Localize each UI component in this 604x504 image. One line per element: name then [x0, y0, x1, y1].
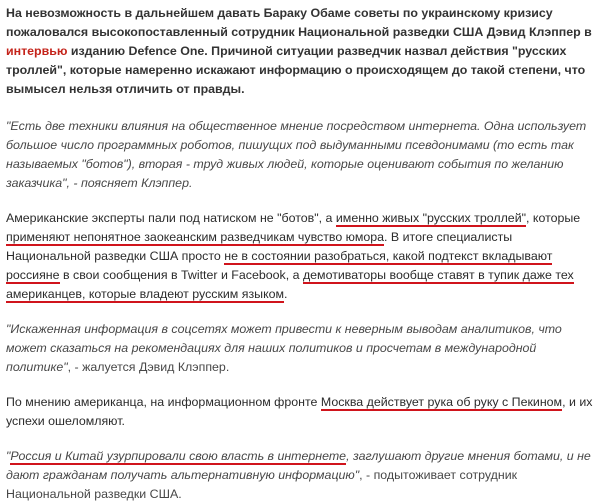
para1-text-2: , которые — [526, 211, 581, 225]
underlined-phrase-6: Россия и Китай узурпировали свою власть в интернете — [10, 449, 347, 463]
quote3-attribution: , - подытоживает сотрудник Национальной разведки США. — [6, 468, 518, 501]
para2-text-1: По мнению американца, на информационном фронте — [6, 395, 321, 409]
para1-text-4: в свои сообщения в Twitter и Facebook, а — [59, 268, 303, 282]
underlined-phrase-4: демотиваторы вообще ставят в тупик даже тех американцев, которые владеют русским языком — [6, 268, 574, 301]
quote2-attribution: , - жалуется Дэвид Клэппер. — [67, 360, 230, 374]
quote-paragraph-1 — [6, 117, 596, 193]
underlined-phrase-2: применяют непонятное заокеанским разведчикам чувство юмора — [6, 230, 385, 244]
para2-text-2: , и их успехи ошеломляют. — [6, 395, 593, 428]
quote3-open: " — [6, 449, 11, 463]
interview-link[interactable]: интервью — [6, 44, 68, 58]
quote1-text: "Есть две техники влияния на общественное мнение посредством интернета. Одна использует большое число программных роботов, пишущих под выдуманными псевдонимами (то есть так называемых "ботов"), вторая - труд живых людей, которые оценивают события по желанию заказчика" — [6, 119, 587, 190]
underlined-phrase-3: не в состоянии разобраться, какой подтекст вкладывают россияне — [6, 249, 553, 282]
quote2-text: "Искаженная информация в соцсетях может привести к неверным выводам аналитиков, что может сказаться на рекомендациях для наших политиков и просчетам в международной политике" — [6, 322, 562, 374]
quote3-text: , заглушают другие мнения ботами, и не дают гражданам получать альтернативную информацию" — [6, 449, 591, 482]
para1-text-5: . — [284, 287, 288, 301]
quote-paragraph-2 — [6, 320, 596, 377]
underlined-phrase-5: Москва действует рука об руку с Пекином — [320, 395, 563, 409]
para1-text-3: . В итоге специалисты Национальной разведки США просто — [6, 230, 513, 263]
body-paragraph-2 — [6, 393, 596, 431]
quote-paragraph-3 — [6, 447, 596, 504]
body-paragraph-1 — [6, 209, 596, 304]
lead-text-1: На невозможность в дальнейшем давать Бараку Обаме советы по украинскому кризису пожаловался высокопоставленный сотрудник Национальной разведки США Дэвид Клэппер в — [6, 6, 592, 39]
underlined-phrase-1: именно живых "русских троллей" — [335, 211, 527, 225]
quote1-attribution: , - поясняет Клэппер. — [66, 176, 193, 190]
para1-text-1: Американские эксперты пали под натиском не "ботов", а — [6, 211, 336, 225]
lead-text-2: изданию Defence One. Причиной ситуации разведчик назвал действия "русских троллей", которые намеренно искажают информацию о происходящем до такой степени, что вымысел нельзя отличить от правды. — [6, 44, 586, 96]
lead-paragraph — [6, 4, 596, 99]
